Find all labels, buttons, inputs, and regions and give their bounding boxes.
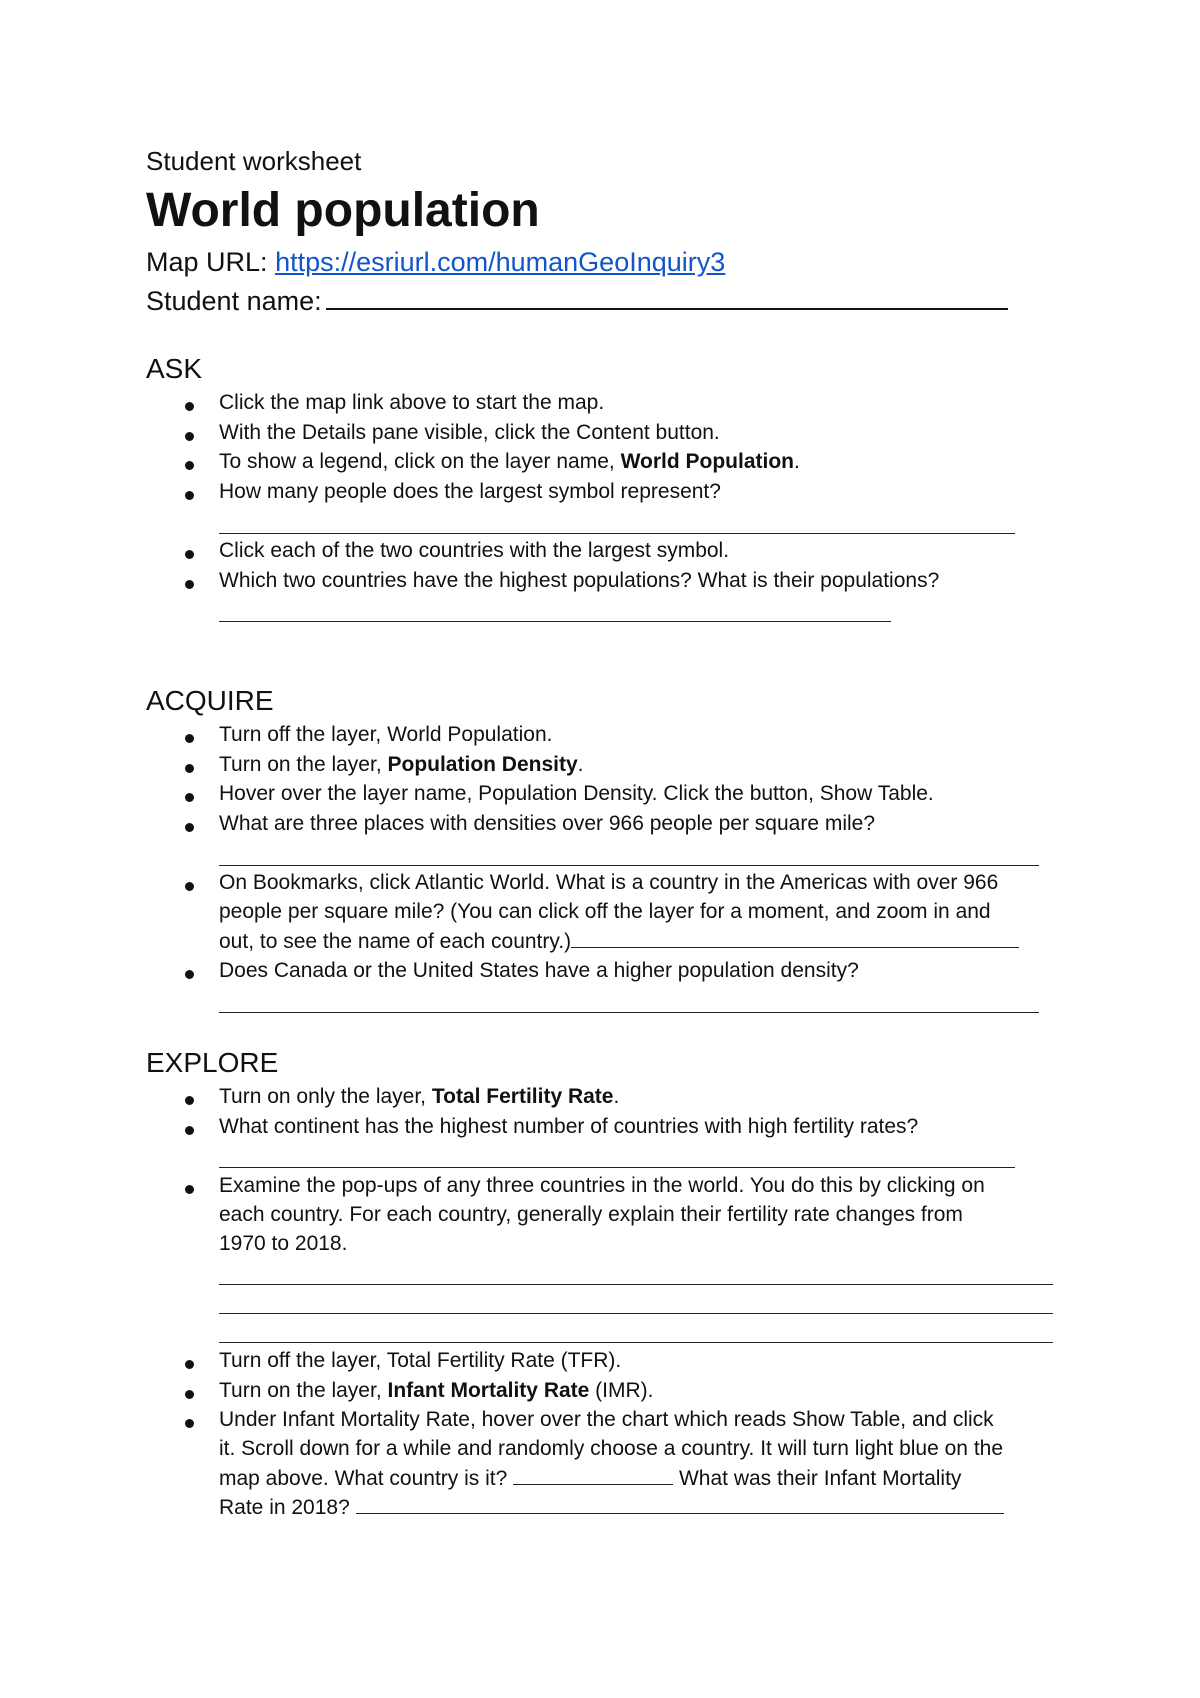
bullet-icon — [185, 1360, 194, 1369]
answer-line[interactable] — [219, 865, 1039, 866]
student-name-label: Student name: — [146, 286, 322, 316]
answer-line[interactable] — [219, 1284, 1053, 1285]
layer-name-infant-mortality-rate: Infant Mortality Rate — [387, 1379, 590, 1402]
explore-item-1-period: . — [613, 1085, 620, 1108]
explore-item-6-line-3 — [219, 1466, 961, 1491]
acquire-item-6: Does Canada or the United States have a higher population density? — [219, 959, 859, 982]
ask-item-3 — [219, 450, 800, 474]
bullet-icon — [185, 432, 194, 441]
explore-item-1 — [219, 1085, 619, 1109]
answer-line[interactable] — [219, 1012, 1039, 1013]
bullet-icon — [185, 402, 194, 411]
bullet-icon — [185, 793, 194, 802]
bullet-icon — [185, 882, 194, 891]
layer-name-total-fertility-rate: Total Fertility Rate — [431, 1085, 614, 1108]
bullet-icon — [185, 461, 194, 470]
answer-blank[interactable] — [571, 929, 1019, 948]
answer-line[interactable] — [219, 1342, 1053, 1343]
ask-item-4: How many people does the largest symbol represent? — [219, 480, 721, 503]
answer-blank[interactable] — [356, 1495, 1004, 1514]
explore-item-6-line-3-text-b: What was their Infant Mortality — [673, 1467, 962, 1490]
explore-item-3-line-1: Examine the pop-ups of any three countries in the world. You do this by clicking on — [219, 1174, 985, 1197]
map-url-link[interactable]: https://esriurl.com/humanGeoInquiry3 — [275, 247, 726, 277]
acquire-item-2 — [219, 753, 584, 777]
acquire-item-2-period: . — [577, 753, 584, 776]
student-name-field[interactable] — [326, 284, 1008, 310]
bullet-icon — [185, 491, 194, 500]
ask-item-6: Which two countries have the highest populations? What is their populations? — [219, 569, 940, 592]
section-heading-acquire: ACQUIRE — [146, 685, 274, 716]
acquire-item-5-line-3-text: out, to see the name of each country.) — [219, 930, 572, 953]
answer-line[interactable] — [219, 1313, 1053, 1314]
explore-item-6-line-4 — [219, 1495, 1004, 1520]
answer-line[interactable] — [219, 621, 891, 622]
ask-item-2: With the Details pane visible, click the Content button. — [219, 421, 720, 444]
acquire-item-2-text: Turn on the layer, — [219, 753, 388, 776]
bullet-icon — [185, 1419, 194, 1428]
answer-line[interactable] — [219, 533, 1015, 534]
acquire-item-4: What are three places with densities over 966 people per square mile? — [219, 812, 876, 835]
explore-item-5-suffix: (IMR). — [589, 1379, 654, 1402]
bullet-icon — [185, 734, 194, 743]
ask-item-1: Click the map link above to start the map. — [219, 391, 605, 414]
bullet-icon — [185, 580, 194, 589]
bullet-icon — [185, 970, 194, 979]
page-title: World population — [146, 184, 540, 237]
acquire-item-3: Hover over the layer name, Population Density. Click the button, Show Table. — [219, 782, 934, 805]
acquire-item-5-line-1: On Bookmarks, click Atlantic World. What is a country in the Americas with over 966 — [219, 871, 999, 894]
ask-item-3-text: To show a legend, click on the layer name, — [219, 450, 621, 473]
bullet-icon — [185, 1126, 194, 1135]
ask-item-5: Click each of the two countries with the largest symbol. — [219, 539, 730, 562]
explore-item-6-line-3-text: map above. What country is it? — [219, 1467, 514, 1490]
ask-item-3-period: . — [794, 450, 800, 473]
layer-name-population-density: Population Density — [387, 753, 578, 776]
layer-name-world-population: World Population — [620, 450, 794, 473]
worksheet-subtitle: Student worksheet — [146, 146, 362, 176]
student-name-row — [146, 284, 1008, 317]
map-url-label: Map URL: — [146, 247, 268, 277]
explore-item-6-line-2: it. Scroll down for a while and randomly choose a country. It will turn light blue on the — [219, 1437, 1004, 1460]
bullet-icon — [185, 1096, 194, 1105]
explore-item-5 — [219, 1379, 654, 1403]
section-heading-ask: ASK — [146, 353, 203, 384]
acquire-item-5-line-2: people per square mile? (You can click off the layer for a moment, and zoom in and — [219, 900, 991, 923]
bullet-icon — [185, 1390, 194, 1399]
answer-blank[interactable] — [513, 1466, 673, 1485]
explore-item-3-line-2: each country. For each country, generally explain their fertility rate changes from — [219, 1203, 963, 1226]
explore-item-2: What continent has the highest number of countries with high fertility rates? — [219, 1115, 919, 1138]
explore-item-5-text: Turn on the layer, — [219, 1379, 388, 1402]
explore-item-6-line-4-text: Rate in 2018? — [219, 1496, 356, 1519]
answer-line[interactable] — [219, 1167, 1015, 1168]
acquire-item-5-line-3 — [219, 929, 1019, 954]
explore-item-6-line-1: Under Infant Mortality Rate, hover over the chart which reads Show Table, and click — [219, 1408, 994, 1431]
explore-item-4: Turn off the layer, Total Fertility Rate (TFR). — [219, 1349, 622, 1372]
explore-item-3-line-3: 1970 to 2018. — [219, 1232, 348, 1255]
map-url-row — [146, 247, 725, 278]
bullet-icon — [185, 1185, 194, 1194]
bullet-icon — [185, 823, 194, 832]
bullet-icon — [185, 764, 194, 773]
explore-item-1-text: Turn on only the layer, — [219, 1085, 432, 1108]
section-heading-explore: EXPLORE — [146, 1047, 279, 1078]
acquire-item-1: Turn off the layer, World Population. — [219, 723, 553, 746]
bullet-icon — [185, 550, 194, 559]
